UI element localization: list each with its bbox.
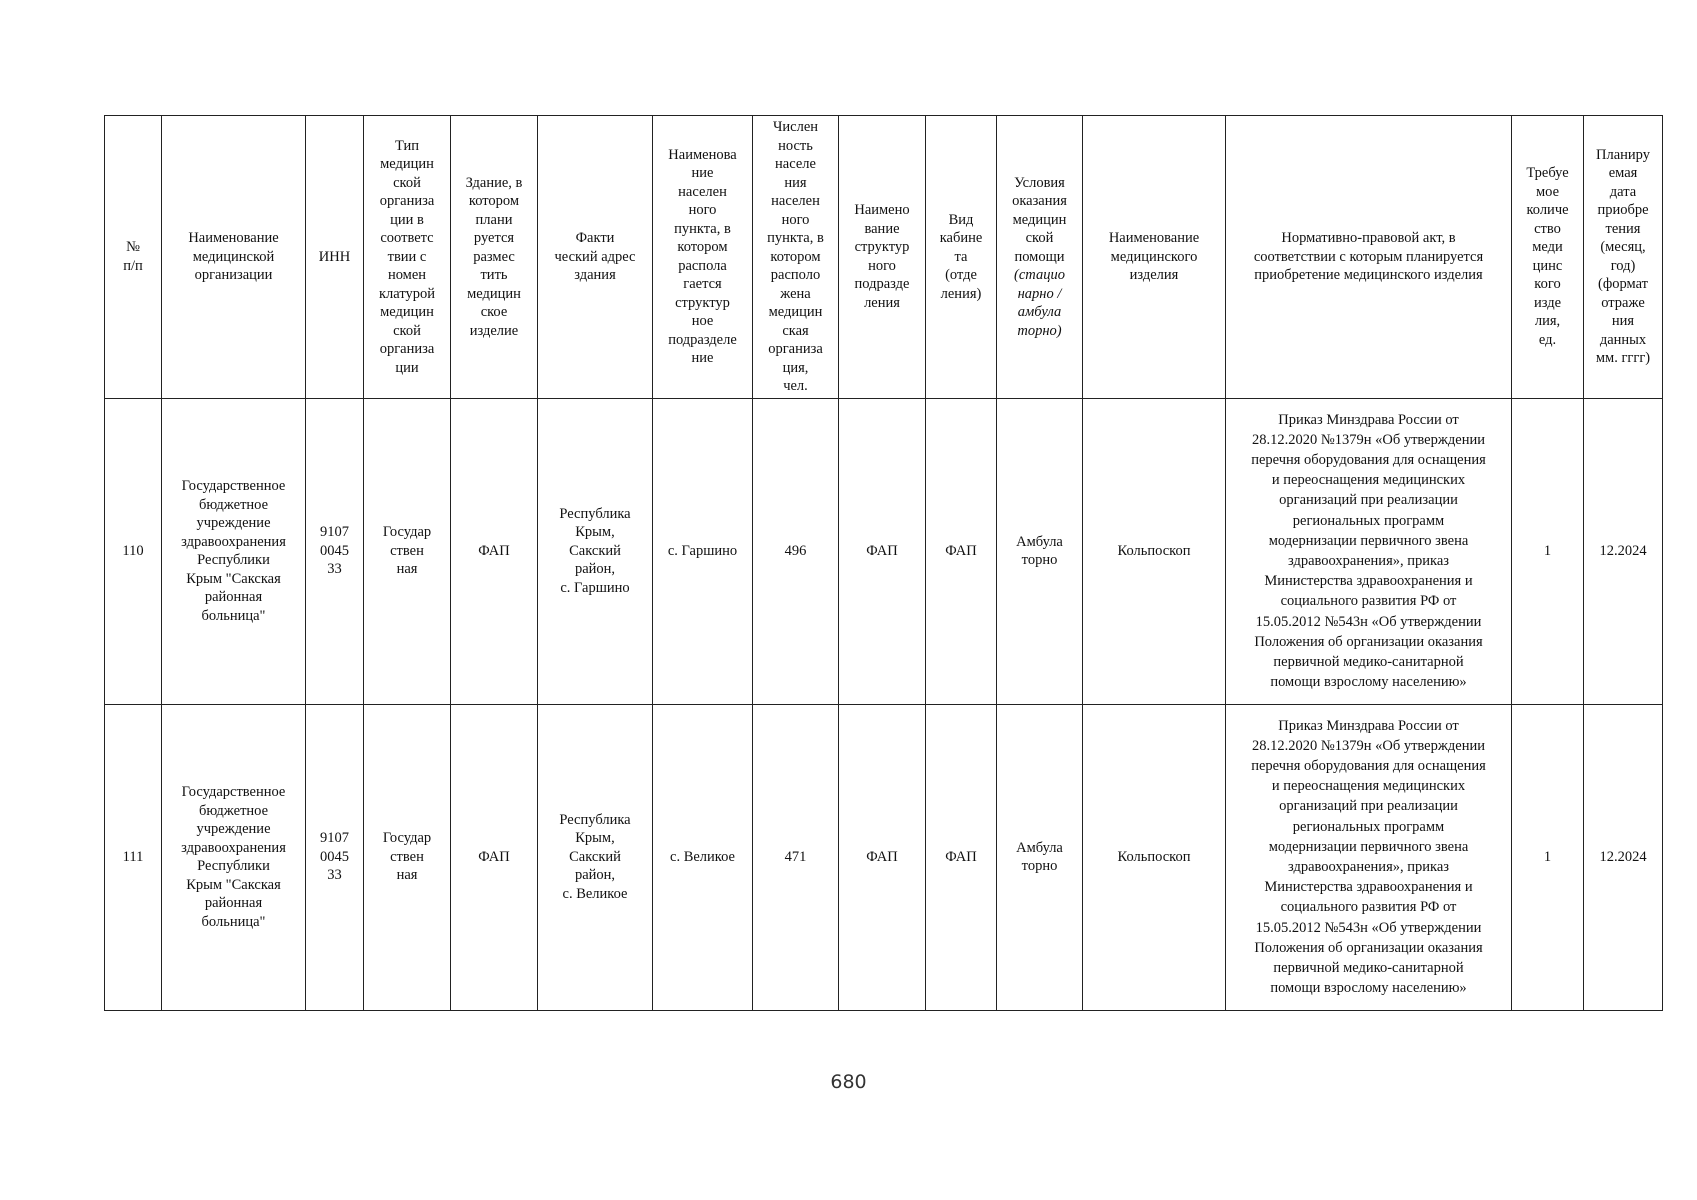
header-building: Здание, в котором плани руется размес тить медицин ское изделие: [451, 116, 538, 399]
header-org-name: Наименование медицинской организации: [162, 116, 306, 399]
inn-cell: 9107 0045 33: [306, 398, 364, 704]
table-row: [105, 398, 1663, 704]
planned-date-cell: 12.2024: [1584, 704, 1663, 1010]
medical-equipment-table: [104, 115, 1663, 1011]
header-legal-act: Нормативно-правовой акт, в соответствии с которым планируется приобретение медицинского изделия: [1226, 116, 1512, 399]
quantity-cell: 1: [1512, 398, 1584, 704]
header-settlement: Наименова ние населен ного пункта, в котором распола гается структур ное подразделе ние: [653, 116, 753, 399]
header-device-name: Наименование медицинского изделия: [1083, 116, 1226, 399]
quantity-cell: 1: [1512, 704, 1584, 1010]
care-conditions-cell: Амбула торно: [997, 704, 1083, 1010]
header-inn: ИНН: [306, 116, 364, 399]
inn-cell: 9107 0045 33: [306, 704, 364, 1010]
row-number-cell: 111: [105, 704, 162, 1010]
building-cell: ФАП: [451, 398, 538, 704]
settlement-cell: с. Гаршино: [653, 398, 753, 704]
org-name-cell: Государственное бюджетное учреждение здравоохранения Республики Крым "Сакская районная больница": [162, 398, 306, 704]
header-row: [105, 116, 1663, 399]
address-cell: Республика Крым, Сакский район, с. Гаршино: [538, 398, 653, 704]
table-row: [105, 704, 1663, 1010]
header-care-conditions: Условия оказания медицин ской помощи (стацио нарно / амбула торно): [997, 116, 1083, 399]
header-num: № п/п: [105, 116, 162, 399]
structural-unit-cell: ФАП: [839, 398, 926, 704]
settlement-cell: с. Великое: [653, 704, 753, 1010]
building-cell: ФАП: [451, 704, 538, 1010]
population-cell: 496: [753, 398, 839, 704]
header-population: Числен ность населе ния населен ного пункта, в котором располо жена медицин ская организа ция, чел.: [753, 116, 839, 399]
device-name-cell: Кольпоскоп: [1083, 704, 1226, 1010]
header-quantity: Требуе мое количе ство меди цинс кого изде лия, ед.: [1512, 116, 1584, 399]
row-number-cell: 110: [105, 398, 162, 704]
legal-act-cell: Приказ Минздрава России от 28.12.2020 №1379н «Об утверждении перечня оборудования для оснащения и переоснащения медицинских организаций при реализации региональных программ модернизации первичного звена здравоохранения», приказ Министерства здравоохранения и социального развития РФ от 15.05.2012 №543н «Об утверждении Положения об организации оказания первичной медико-санитарной помощи взрослому населению»: [1226, 704, 1512, 1010]
org-name-cell: Государственное бюджетное учреждение здравоохранения Республики Крым "Сакская районная больница": [162, 704, 306, 1010]
cabinet-type-cell: ФАП: [926, 704, 997, 1010]
population-cell: 471: [753, 704, 839, 1010]
legal-act-cell: Приказ Минздрава России от 28.12.2020 №1379н «Об утверждении перечня оборудования для оснащения и переоснащения медицинских организаций при реализации региональных программ модернизации первичного звена здравоохранения», приказ Министерства здравоохранения и социального развития РФ от 15.05.2012 №543н «Об утверждении Положения об организации оказания первичной медико-санитарной помощи взрослому населению»: [1226, 398, 1512, 704]
care-conditions-cell: Амбула торно: [997, 398, 1083, 704]
header-address: Факти ческий адрес здания: [538, 116, 653, 399]
org-type-cell: Государ ствен ная: [364, 398, 451, 704]
address-cell: Республика Крым, Сакский район, с. Великое: [538, 704, 653, 1010]
cabinet-type-cell: ФАП: [926, 398, 997, 704]
planned-date-cell: 12.2024: [1584, 398, 1663, 704]
org-type-cell: Государ ствен ная: [364, 704, 451, 1010]
device-name-cell: Кольпоскоп: [1083, 398, 1226, 704]
header-planned-date: Планиру емая дата приобре тения (месяц, год) (формат отраже ния данных мм. гггг): [1584, 116, 1663, 399]
page-number: 680: [830, 1071, 867, 1093]
header-org-type: Тип медицин ской организа ции в соответс твии с номен клатурой медицин ской организа ции: [364, 116, 451, 399]
structural-unit-cell: ФАП: [839, 704, 926, 1010]
header-cabinet-type: Вид кабине та (отде ления): [926, 116, 997, 399]
header-structural-unit: Наимено вание структур ного подразде ления: [839, 116, 926, 399]
